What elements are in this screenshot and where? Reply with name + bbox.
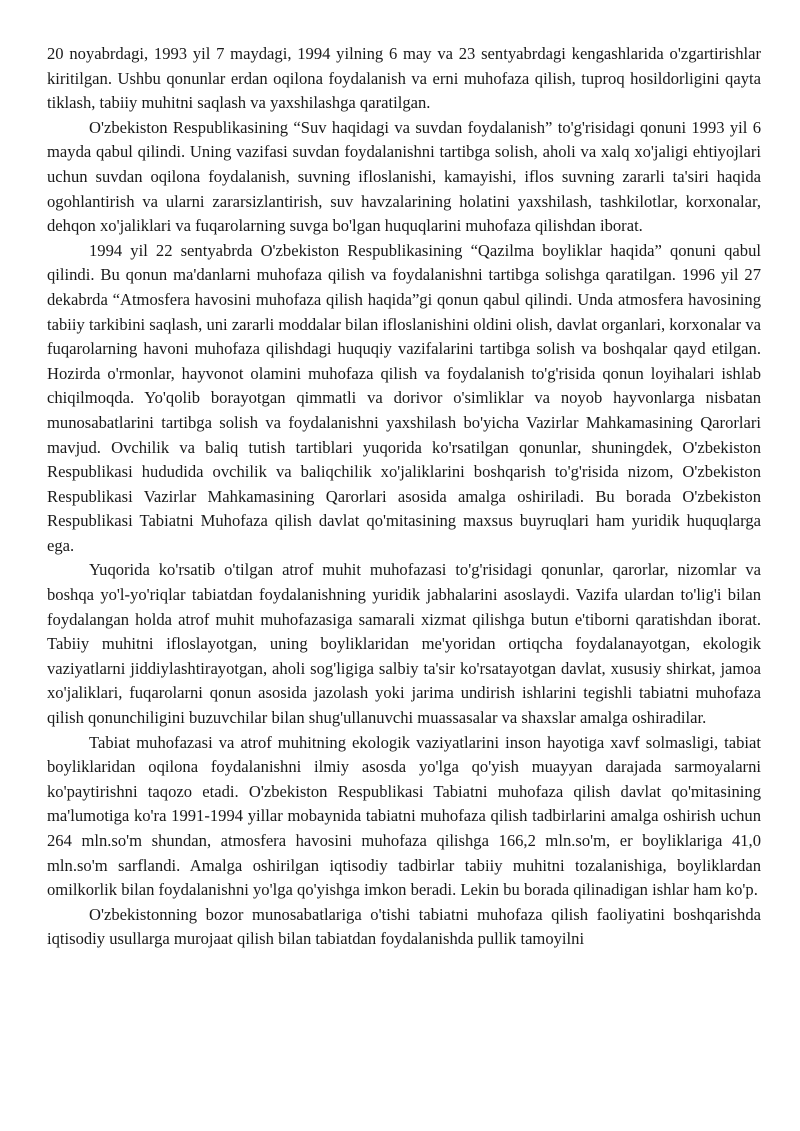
paragraph-funding: Tabiat muhofazasi va atrof muhitning ekologik vaziyatlarini inson hayotiga xavf solmasligi, tabiat boyliklaridan oqilona foydalanishni ilmiy asosda yo'lga qo'yish muayyan darajada sarmoyalarni ko'paytirishni taqozo etadi. O'zbekiston Respublikasi Tabiatni muhofaza qilish davlat qo'mitasining ma'lumotiga ko'ra 1991-1994 yillar mobaynida tabiatni muhofaza qilish tadbirlarini amalga oshirish uchun 264 mln.so'm shundan, atmosfera havosini muhofaza qilishga 166,2 mln.so'm, er boyliklariga 41,0 mln.so'm sarflandi. Amalga oshirilgan iqtisodiy tadbirlar tabiiy muhitni tozalanishiga, boyliklardan omilkorlik bilan foydalanishni yo'lga qo'yishga imkon beradi. Lekin bu borada qilinadigan ishlar ham ko'p. bbox=[47, 732, 761, 900]
paragraph-continued: 20 noyabrdagi, 1993 yil 7 maydagi, 1994 yilning 6 may va 23 sentyabrdagi kengashlarida o'zgartirishlar kiritilgan. Ushbu qonunlar erdan oqilona foydalanish va erni muhofaza qilish, tuproq hosildorligini qayta tiklash, tabiiy muhitni saqlash va yaxshilashga qaratilgan. bbox=[47, 44, 761, 113]
paragraph-legal-basis: Yuqorida ko'rsatib o'tilgan atrof muhit muhofazasi to'g'risidagi qonunlar, qarorlar, nizomlar va boshqa yo'l-yo'riqlar tabiatdan foydalanishning yuridik jabhalarini asoslaydi. Vazifa ulardan to'lig'i bilan foydalangan holda atrof muhit muhofazasiga samarali xizmat qilishga butun e'tiborni qaratishdan iborat. Tabiiy muhitni ifloslayotgan, uning boyliklaridan me'yoridan ortiqcha foydalanayotgan, ekologik vaziyatlarni jiddiylashtirayotgan, aholi sog'ligiga salbiy ta'sir ko'rsatayotgan davlat, xususiy shirkat, jamoa xo'jaliklari, fuqarolarni qonun asosida jazolash yoki jarima undirish ishlarini tegishli tabiatni muhofaza qilish qonunchiligini buzuvchilar bilan shug'ullanuvchi muassasalar va shaxslar amalga oshiradilar. bbox=[47, 560, 761, 728]
paragraph-mineral-law: 1994 yil 22 sentyabrda O'zbekiston Respublikasining “Qazilma boyliklar haqida” qonuni qabul qilindi. Bu qonun ma'danlarni muhofaza qilish va foydalanishni tartibga solishga qaratilgan. 1996 yil 27 dekabrda “Atmosfera havosini muhofaza qilish haqida”gi qonun qabul qilindi. Unda atmosfera havosining tabiiy tarkibini saqlash, uni zararli moddalar bilan ifloslanishini oldini olish, davlat organlari, korxonalar va fuqarolarning havoni muhofaza qilishdagi huquqiy vazifalarini tartibga solish va boshqalar qayd etilgan. Hozirda o'rmonlar, hayvonot olamini muhofaza qilish va foydalanish to'g'risida qonun loyihalari ishlab chiqilmoqda. Yo'qolib borayotgan qimmatli va dorivor o'simliklar va noyob hayvonlarga nisbatan munosabatlarini tartibga solish va foydalanishni yaxshilash bo'yicha Vazirlar Mahkamasining Qarorlari mavjud. Ovchilik va baliq tutish tartiblari yuqorida ko'rsatilgan qonunlar, shuningdek, O'zbekiston Respublikasi hududida ovchilik va baliqchilik xo'jaliklarini boshqarish to'g'risida nizom, O'zbekiston Respublikasi Vazirlar Mahkamasining Qarorlari asosida amalga oshiriladi. Bu borada O'zbekiston Respublikasi Tabiatni Muhofaza qilish davlat qo'mitasining maxsus buyruqlari ham yuridik huquqlarga ega. bbox=[47, 240, 761, 555]
paragraph-water-law: O'zbekiston Respublikasining “Suv haqidagi va suvdan foydalanish” to'g'risidagi qonuni 1993 yil 6 mayda qabul qilindi. Uning vazifasi suvdan foydalanishni tartibga solish, aholi va xalq xo'jaligi ehtiyojlari uchun suvdan oqilona foydalanish, suvning ifloslanishi, kamayishi, iflos suvning zararli ta'siri haqida ogohlantirish va ularni zararsizlantirish, suv havzalarining holatini yaxshilash, tashkilotlar, korxonalar, dehqon xo'jaliklari va fuqarolarning suvga bo'lgan huquqlarini muhofaza qilishdan iborat. bbox=[47, 117, 761, 236]
paragraph-market-transition: O'zbekistonning bozor munosabatlariga o'tishi tabiatni muhofaza qilish faoliyatini boshqarishda iqtisodiy usullarga murojaat qilish bilan tabiatdan foydalanishda pullik tamoyilni bbox=[47, 904, 761, 949]
